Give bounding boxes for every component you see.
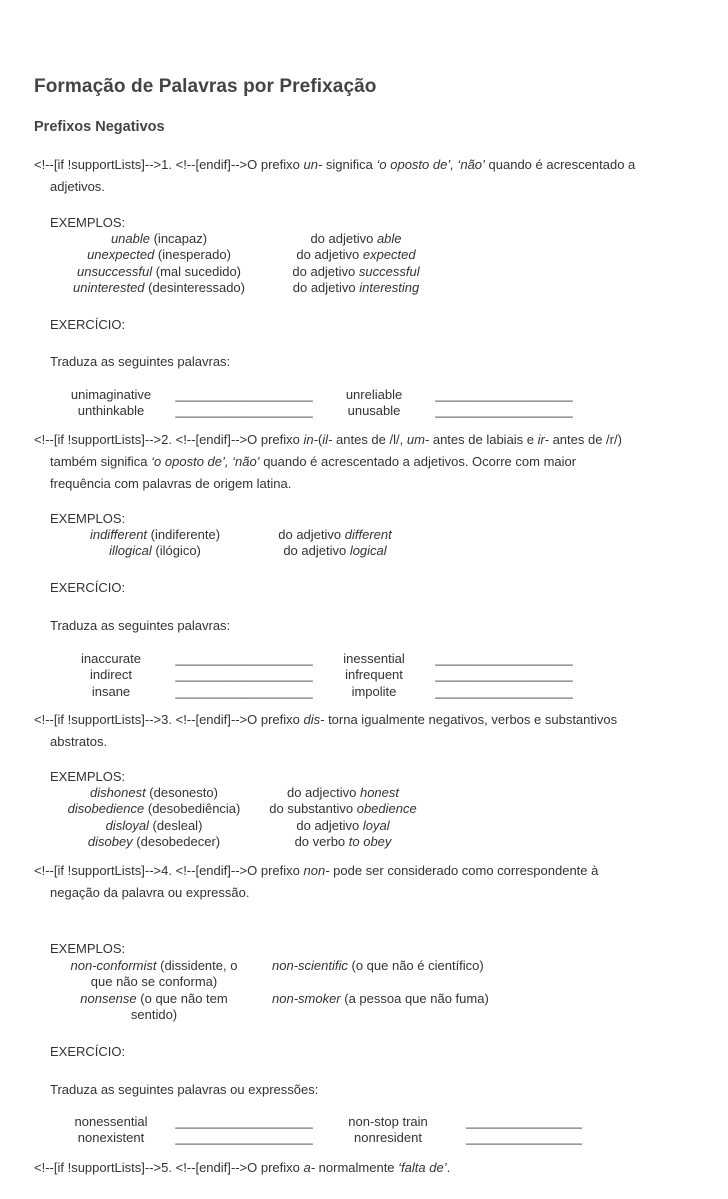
table-row: uninterested (desinteressado) do adjetivo interesting bbox=[72, 279, 420, 295]
table-row: insane ___________________ impolite ___________________ bbox=[50, 684, 576, 700]
exercise-instruction: Traduza as seguintes palavras ou expressões: bbox=[50, 1082, 319, 1097]
table-row: illogical (ilógico) do adjetivo logical bbox=[109, 543, 387, 559]
answer-blank: ________________ bbox=[466, 1130, 582, 1146]
examples-table bbox=[50, 785, 428, 850]
table-row: nonessential ___________________ non-stop train ________________ bbox=[50, 1114, 588, 1130]
exercise-table bbox=[50, 1114, 588, 1147]
exercise-instruction: Traduza as seguintes palavras: bbox=[50, 354, 231, 369]
table-row: unable (incapaz) do adjetivo able bbox=[110, 231, 402, 246]
table-row: disobedience (desobediência) do substantivo obedience bbox=[67, 801, 417, 817]
table-row: indifferent (indiferente) do adjetivo different bbox=[89, 527, 392, 542]
examples-table bbox=[50, 527, 410, 560]
exercise-label: EXERCÍCIO: bbox=[50, 1044, 126, 1059]
table-row: nonexistent ___________________ nonresident ________________ bbox=[50, 1130, 588, 1146]
answer-blank: ___________________ bbox=[435, 403, 573, 419]
examples-label: EXEMPLOS: bbox=[50, 941, 126, 956]
table-row: unimaginative ___________________ unreliable ___________________ bbox=[50, 387, 576, 403]
list-item-5: <!--[if !supportLists]-->5. <!--[endif]-->O prefixo a- normalmente ‘falta de’. bbox=[34, 1160, 451, 1175]
table-row: unexpected (inesperado) do adjetivo expected bbox=[87, 247, 416, 263]
answer-blank: ___________________ bbox=[175, 667, 313, 683]
list-item-4: <!--[if !supportLists]-->4. <!--[endif]-->O prefixo non- pode ser considerado como correspondente à negação da palavra ou expressão. bbox=[34, 863, 599, 900]
answer-blank: ___________________ bbox=[175, 683, 313, 699]
answer-blank: ___________________ bbox=[435, 667, 573, 683]
list-item-1: <!--[if !supportLists]-->1. <!--[endif]-->O prefixo un- significa ‘o oposto de’, ‘não’ quando é acrescentado a adjetivos. bbox=[34, 157, 636, 194]
conditional-comment: <!--[if !supportLists]-->3. <!--[endif]--> bbox=[34, 712, 248, 727]
answer-blank: ___________________ bbox=[175, 1114, 313, 1129]
examples-table bbox=[50, 231, 444, 296]
table-row: disloyal (desleal) do adjetivo loyal bbox=[105, 817, 390, 833]
table-row: indirect ___________________ infrequent ___________________ bbox=[50, 667, 576, 683]
table-row: unthinkable ___________________ unusable ___________________ bbox=[50, 403, 576, 419]
examples-label: EXEMPLOS: bbox=[50, 511, 126, 526]
conditional-comment: <!--[if !supportLists]-->2. <!--[endif]--> bbox=[34, 432, 248, 447]
exercise-table bbox=[50, 387, 576, 420]
examples-table bbox=[50, 958, 532, 1023]
table-row: disobey (desobedecer) do verbo to obey bbox=[87, 833, 392, 849]
table-row: non-conformist (dissidente, o que não se conforma) non-scientific (o que não é científico) bbox=[70, 958, 484, 990]
table-row: dishonest (desonesto) do adjectivo honest bbox=[90, 785, 400, 800]
answer-blank: ___________________ bbox=[435, 651, 573, 666]
answer-blank: ___________________ bbox=[175, 387, 313, 402]
table-row: unsuccessful (mal sucedido) do adjetivo successful bbox=[76, 263, 420, 279]
examples-label: EXEMPLOS: bbox=[50, 769, 126, 784]
answer-blank: ___________________ bbox=[435, 387, 573, 402]
table-row: nonsense (o que não tem sentido) non-smoker (a pessoa que não fuma) bbox=[80, 990, 489, 1022]
table-row: inaccurate ___________________ inessential ___________________ bbox=[50, 651, 576, 667]
answer-blank: ___________________ bbox=[435, 683, 573, 699]
list-item-3: <!--[if !supportLists]-->3. <!--[endif]-->O prefixo dis- torna igualmente negativos, verbos e substantivos abstratos. bbox=[34, 712, 618, 749]
conditional-comment: <!--[if !supportLists]-->5. <!--[endif]--> bbox=[34, 1160, 248, 1175]
exercise-instruction: Traduza as seguintes palavras: bbox=[50, 618, 231, 633]
exercise-table bbox=[50, 651, 576, 700]
answer-blank: ___________________ bbox=[175, 651, 313, 666]
answer-blank: ___________________ bbox=[175, 403, 313, 419]
conditional-comment: <!--[if !supportLists]-->4. <!--[endif]--> bbox=[34, 863, 248, 878]
answer-blank: ___________________ bbox=[175, 1130, 313, 1146]
list-item-2: <!--[if !supportLists]-->2. <!--[endif]-->O prefixo in-(il- antes de /l/, um- antes de labiais e ir- antes de /r/) também significa ‘o oposto de’, ‘não’ quando é acrescentado a adjetivos. Ocorre com maior frequência com palavras de origem latina. bbox=[34, 432, 622, 491]
section-heading: Prefixos Negativos bbox=[34, 119, 165, 135]
page-title: Formação de Palavras por Prefixação bbox=[34, 76, 377, 97]
examples-label: EXEMPLOS: bbox=[50, 215, 126, 230]
answer-blank: ________________ bbox=[466, 1114, 582, 1129]
conditional-comment: <!--[if !supportLists]-->1. <!--[endif]--> bbox=[34, 157, 248, 172]
exercise-label: EXERCÍCIO: bbox=[50, 580, 126, 595]
exercise-label: EXERCÍCIO: bbox=[50, 317, 126, 332]
